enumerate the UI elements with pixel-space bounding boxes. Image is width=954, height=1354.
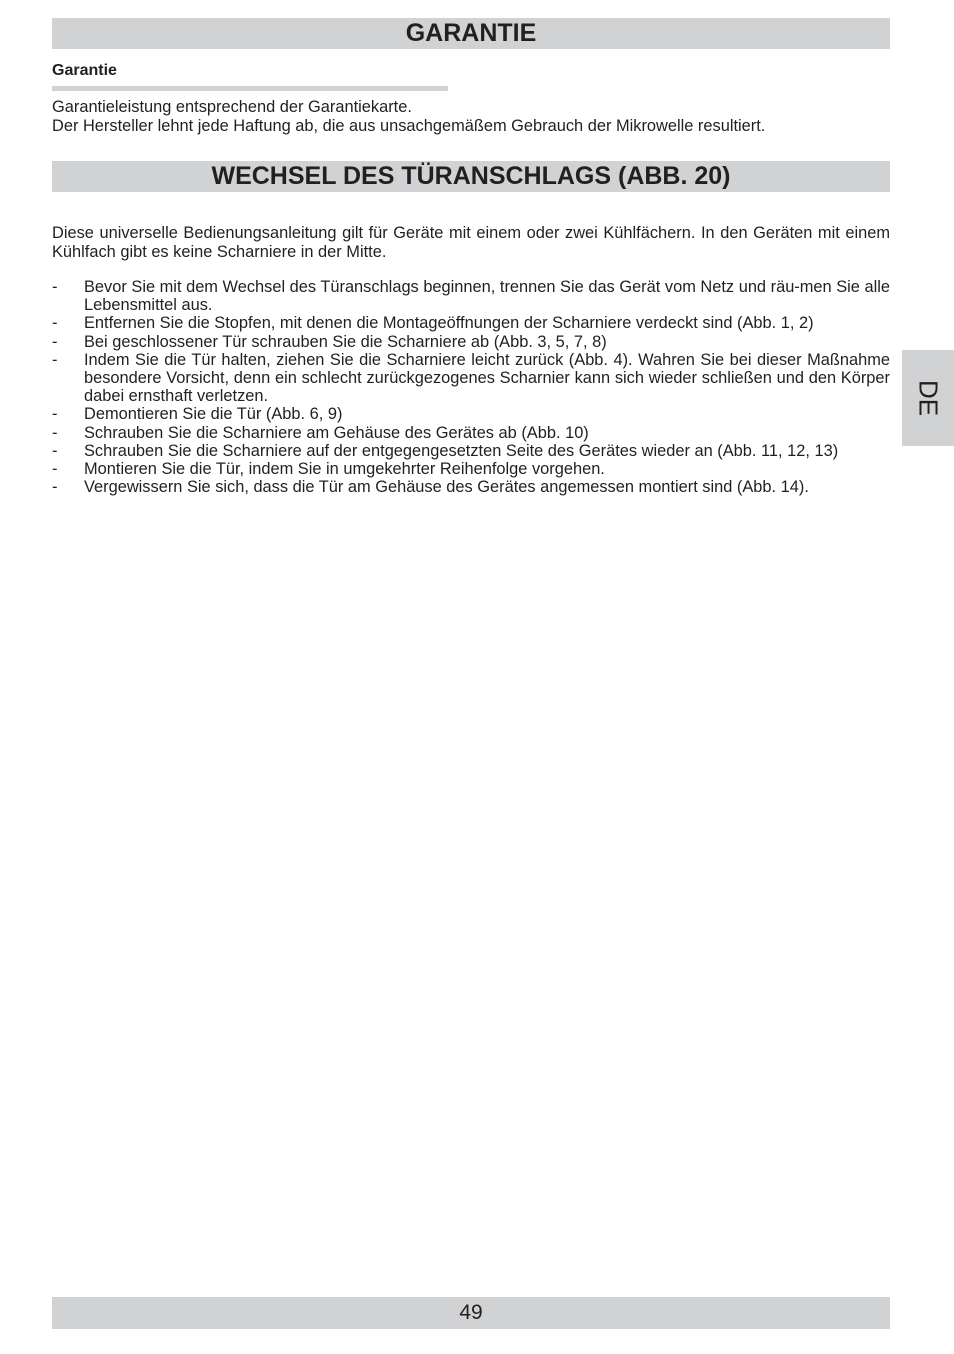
list-bullet: - [52, 478, 58, 497]
subheading-divider [52, 86, 448, 91]
list-item-text: Demontieren Sie die Tür (Abb. 6, 9) [84, 405, 343, 424]
door-section-title [52, 161, 890, 192]
garantie-section-title [52, 18, 890, 49]
page-number: 49 [459, 1301, 483, 1324]
page-footer [52, 1297, 890, 1329]
list-item [52, 442, 890, 460]
list-bullet: - [52, 332, 58, 351]
list-item [52, 351, 890, 406]
list-item-text: Bei geschlossener Tür schrauben Sie die Scharniere ab (Abb. 3, 5, 7, 8) [84, 332, 607, 351]
door-intro [52, 224, 890, 261]
list-bullet: - [52, 278, 58, 296]
door-intro-text: Diese universelle Bedienungsanleitung gilt für Geräte mit einem oder zwei Kühlfächern. In den Geräten mit einem Kühlfach gibt es keine Scharniere in der Mitte. [52, 224, 890, 261]
garantie-line: Der Hersteller lehnt jede Haftung ab, die aus unsachgemäßem Gebrauch der Mikrowelle resultiert. [52, 116, 766, 135]
garantie-title-text: GARANTIE [405, 19, 537, 47]
list-item-text: Indem Sie die Tür halten, ziehen Sie die Scharniere leicht zurück (Abb. 4). Wahren Sie bei dieser Maßnahme besondere Vorsicht, denn ein schlecht zurückgezogenes Scharnier kann sich wieder schließen und den Körper dabei ernsthaft verletzen. [84, 350, 890, 406]
list-bullet: - [52, 350, 58, 369]
garantie-subheading: Garantie [52, 62, 117, 79]
door-title-text: WECHSEL DES TÜRANSCHLAGS (ABB. 20) [211, 162, 731, 190]
language-tab-label: DE [913, 379, 944, 417]
list-item [52, 405, 890, 423]
list-bullet: - [52, 314, 58, 333]
list-item-text: Entfernen Sie die Stopfen, mit denen die Montageöffnungen der Scharniere verdeckt sind (Abb. 1, 2) [84, 314, 814, 333]
list-item [52, 424, 890, 442]
list-bullet: - [52, 441, 58, 460]
list-item-text: Vergewissern Sie sich, dass die Tür am Gehäuse des Gerätes angemessen montiert sind (Abb. 14). [84, 478, 809, 497]
list-item [52, 478, 890, 496]
list-item [52, 314, 890, 332]
garantie-text [52, 98, 890, 135]
list-bullet: - [52, 405, 58, 424]
list-item-text: Montieren Sie die Tür, indem Sie in umgekehrter Reihenfolge vorgehen. [84, 460, 605, 479]
list-item [52, 278, 890, 314]
language-tab [902, 350, 954, 446]
list-item-text: Bevor Sie mit dem Wechsel des Türanschlags beginnen, trennen Sie das Gerät vom Netz und räu-men Sie alle Lebensmittel aus. [84, 278, 890, 315]
list-item [52, 460, 890, 478]
garantie-line: Garantieleistung entsprechend der Garantiekarte. [52, 98, 412, 116]
list-bullet: - [52, 460, 58, 479]
list-item [52, 333, 890, 351]
door-steps-list [52, 278, 890, 496]
list-bullet: - [52, 423, 58, 442]
list-item-text: Schrauben Sie die Scharniere auf der entgegengesetzten Seite des Gerätes wieder an (Abb. 11, 12, 13) [84, 441, 839, 460]
list-item-text: Schrauben Sie die Scharniere am Gehäuse des Gerätes ab (Abb. 10) [84, 423, 589, 442]
